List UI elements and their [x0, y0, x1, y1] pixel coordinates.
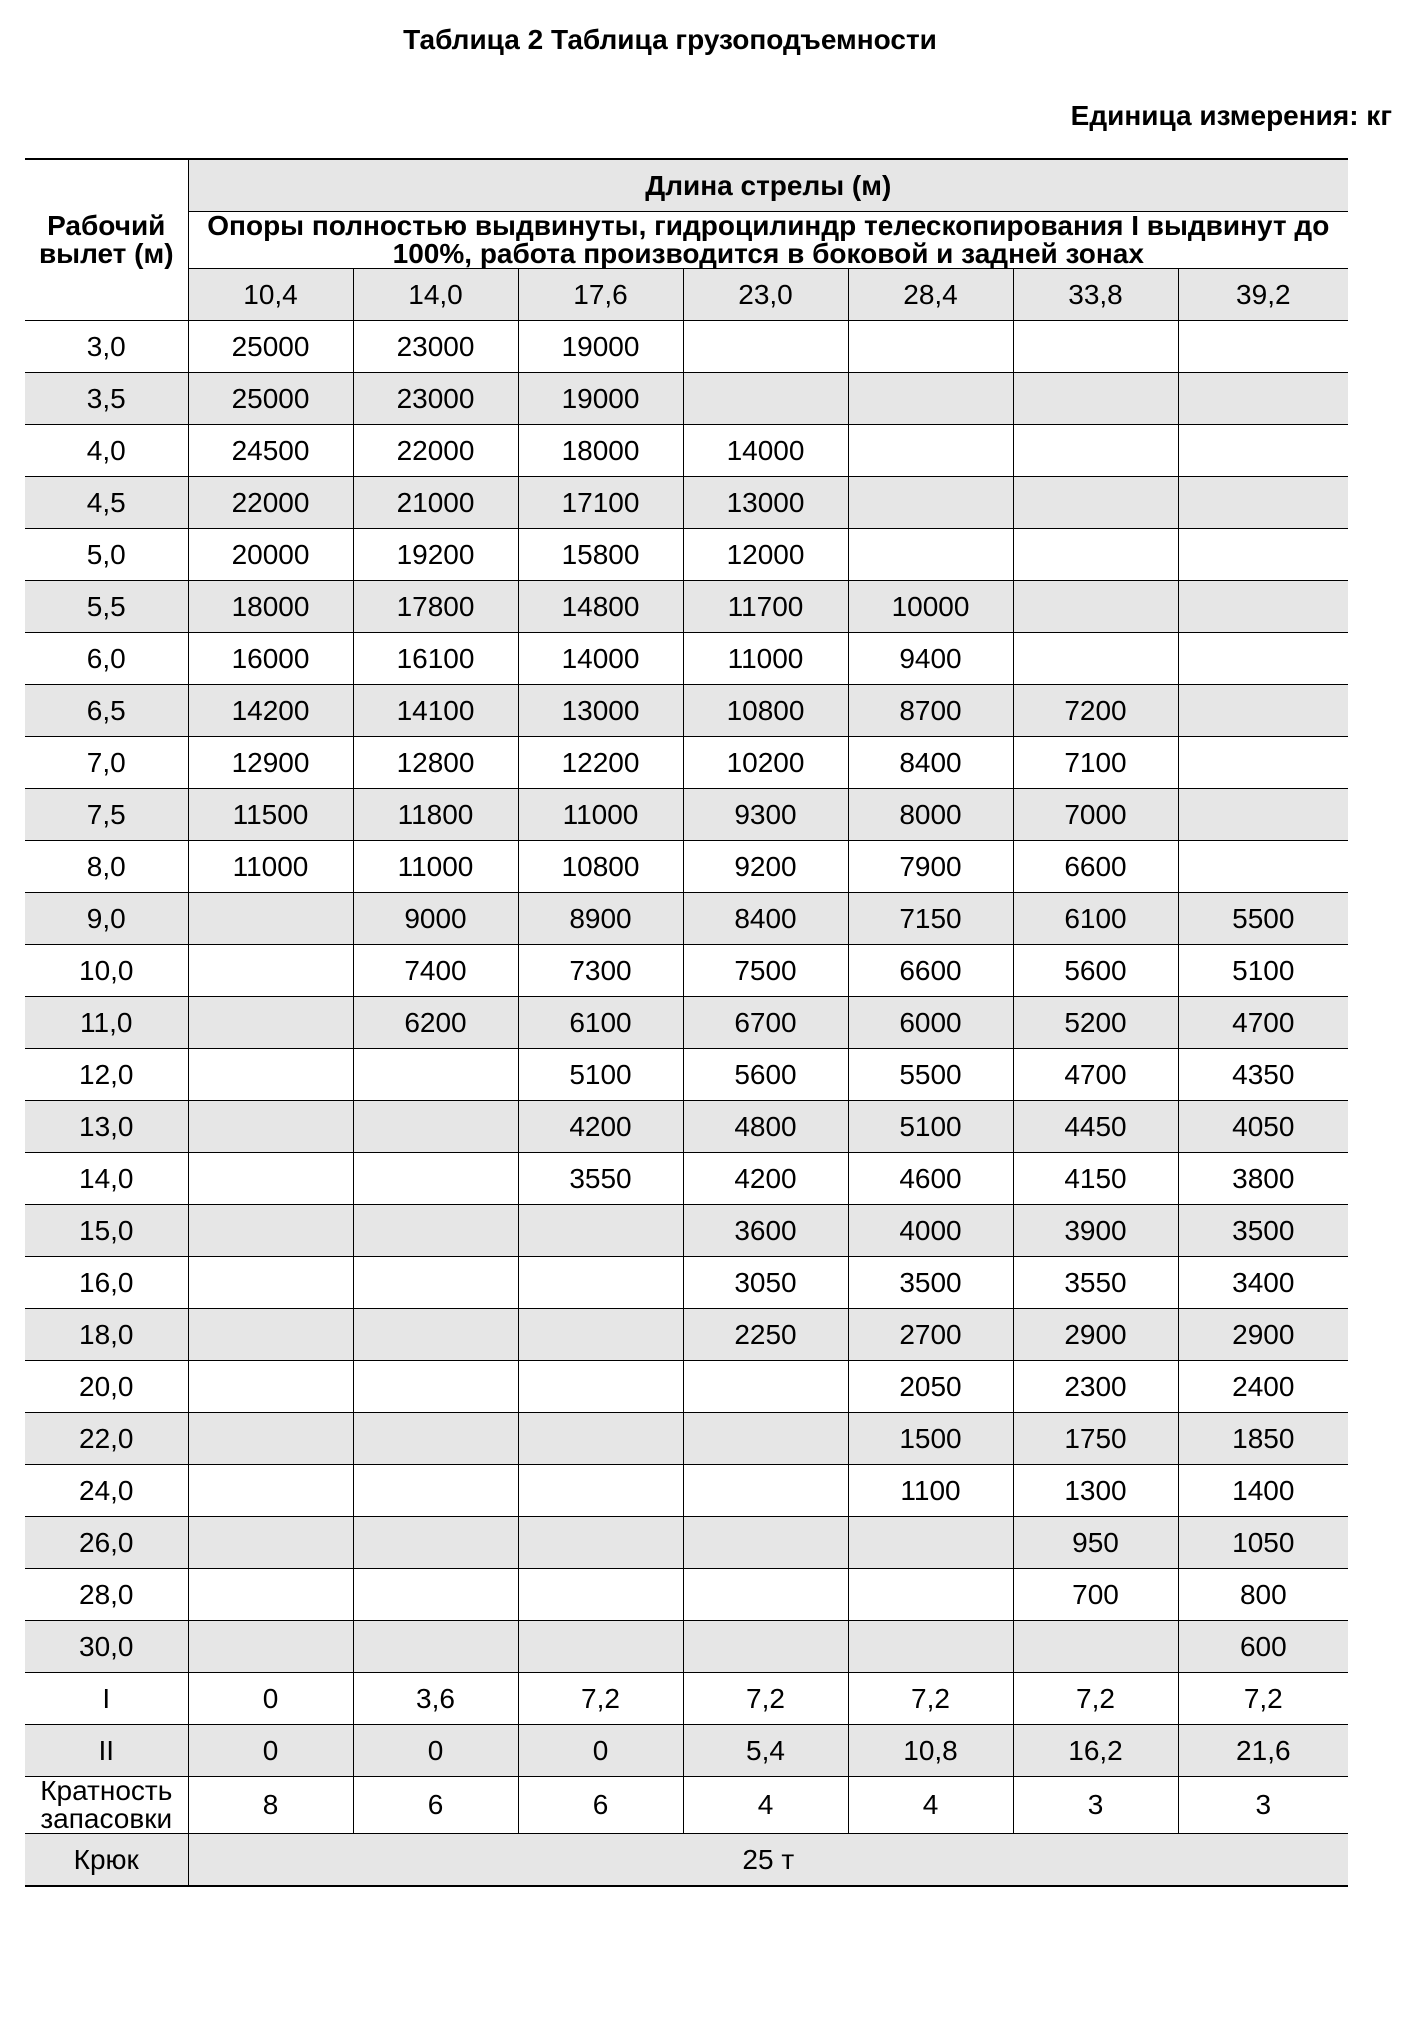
capacity-cell [848, 1517, 1013, 1569]
capacity-cell: 7,2 [848, 1673, 1013, 1725]
capacity-cell: 8000 [848, 789, 1013, 841]
capacity-cell: 7,2 [518, 1673, 683, 1725]
capacity-cell [188, 1413, 353, 1465]
capacity-cell [848, 529, 1013, 581]
capacity-cell: 1100 [848, 1465, 1013, 1517]
capacity-cell [1013, 425, 1178, 477]
capacity-cell: 11000 [188, 841, 353, 893]
capacity-cell [1178, 477, 1348, 529]
table-row [25, 1413, 1348, 1465]
capacity-cell: 3550 [518, 1153, 683, 1205]
boom-length-cell: 10,4 [188, 269, 353, 321]
capacity-cell [1178, 373, 1348, 425]
capacity-cell [1013, 633, 1178, 685]
capacity-cell: 16100 [353, 633, 518, 685]
capacity-cell [1178, 685, 1348, 737]
capacity-cell: 2900 [1013, 1309, 1178, 1361]
capacity-cell [353, 1257, 518, 1309]
capacity-cell: 19000 [518, 373, 683, 425]
capacity-cell [848, 1569, 1013, 1621]
capacity-cell: 14000 [683, 425, 848, 477]
capacity-cell: 15800 [518, 529, 683, 581]
capacity-cell [353, 1517, 518, 1569]
load-capacity-table [25, 158, 1348, 1887]
table-row [25, 1101, 1348, 1153]
boom-lengths-row [25, 269, 1348, 321]
reach-cell: 16,0 [25, 1257, 188, 1309]
capacity-cell: 4800 [683, 1101, 848, 1153]
capacity-cell: 18000 [188, 581, 353, 633]
table-row [25, 1361, 1348, 1413]
hook-value: 25 т [188, 1834, 1348, 1887]
capacity-cell [353, 1101, 518, 1153]
capacity-cell: 17100 [518, 477, 683, 529]
capacity-cell [353, 1621, 518, 1673]
capacity-cell: 4150 [1013, 1153, 1178, 1205]
table-row [25, 997, 1348, 1049]
capacity-cell: 4000 [848, 1205, 1013, 1257]
capacity-cell: 5500 [848, 1049, 1013, 1101]
capacity-cell [848, 321, 1013, 373]
capacity-cell: 11000 [518, 789, 683, 841]
reach-cell: 14,0 [25, 1153, 188, 1205]
capacity-cell [518, 1517, 683, 1569]
table-row [25, 945, 1348, 997]
capacity-cell: 0 [353, 1725, 518, 1777]
capacity-cell: 6600 [848, 945, 1013, 997]
capacity-cell [188, 1465, 353, 1517]
reach-cell: 10,0 [25, 945, 188, 997]
reach-cell: 7,0 [25, 737, 188, 789]
capacity-cell: 10000 [848, 581, 1013, 633]
capacity-cell: 13000 [683, 477, 848, 529]
capacity-cell: 1050 [1178, 1517, 1348, 1569]
table-row [25, 1205, 1348, 1257]
reach-cell: 13,0 [25, 1101, 188, 1153]
hook-label: Крюк [25, 1834, 188, 1887]
capacity-cell: 19000 [518, 321, 683, 373]
capacity-cell: 6600 [1013, 841, 1178, 893]
capacity-cell: 11000 [353, 841, 518, 893]
capacity-cell [353, 1309, 518, 1361]
capacity-cell [1178, 321, 1348, 373]
capacity-cell: 13000 [518, 685, 683, 737]
table-row [25, 1309, 1348, 1361]
capacity-cell: 11000 [683, 633, 848, 685]
capacity-cell: 9200 [683, 841, 848, 893]
reeving-cell: 6 [518, 1777, 683, 1834]
reach-cell: 30,0 [25, 1621, 188, 1673]
capacity-cell [188, 1569, 353, 1621]
capacity-cell: 7900 [848, 841, 1013, 893]
capacity-cell: 19200 [353, 529, 518, 581]
capacity-cell [518, 1621, 683, 1673]
capacity-cell [1178, 425, 1348, 477]
capacity-cell [518, 1205, 683, 1257]
capacity-cell [188, 1621, 353, 1673]
capacity-cell [1013, 581, 1178, 633]
table-row [25, 1725, 1348, 1777]
capacity-cell [1013, 477, 1178, 529]
capacity-cell: 3500 [1178, 1205, 1348, 1257]
capacity-cell: 6700 [683, 997, 848, 1049]
table-row [25, 1049, 1348, 1101]
table-row [25, 633, 1348, 685]
capacity-cell: 10800 [683, 685, 848, 737]
capacity-cell: 10,8 [848, 1725, 1013, 1777]
reach-cell: 5,5 [25, 581, 188, 633]
capacity-cell: 7,2 [1178, 1673, 1348, 1725]
capacity-cell: 4350 [1178, 1049, 1348, 1101]
capacity-cell [1178, 529, 1348, 581]
boom-length-cell: 17,6 [518, 269, 683, 321]
reeving-cell: 3 [1178, 1777, 1348, 1834]
capacity-cell [683, 1621, 848, 1673]
capacity-cell: 10200 [683, 737, 848, 789]
capacity-cell: 0 [188, 1673, 353, 1725]
capacity-cell: 9000 [353, 893, 518, 945]
capacity-cell: 1850 [1178, 1413, 1348, 1465]
capacity-cell [188, 945, 353, 997]
reach-cell: 5,0 [25, 529, 188, 581]
capacity-cell: 1400 [1178, 1465, 1348, 1517]
capacity-cell: 3800 [1178, 1153, 1348, 1205]
hook-row [25, 1834, 1348, 1887]
capacity-cell: 5100 [518, 1049, 683, 1101]
capacity-cell: 800 [1178, 1569, 1348, 1621]
operating-condition: Опоры полностью выдвинуты, гидроцилиндр телескопирования I выдвинут до 100%, работа производится в боковой и задней зонах [188, 212, 1348, 269]
capacity-cell: 6100 [518, 997, 683, 1049]
capacity-cell: 8400 [848, 737, 1013, 789]
reach-cell: 6,5 [25, 685, 188, 737]
capacity-cell: 25000 [188, 373, 353, 425]
capacity-cell: 6100 [1013, 893, 1178, 945]
capacity-cell: 5600 [1013, 945, 1178, 997]
reeving-cell: 8 [188, 1777, 353, 1834]
capacity-cell [188, 1205, 353, 1257]
table-row [25, 1257, 1348, 1309]
capacity-cell: 4050 [1178, 1101, 1348, 1153]
capacity-cell [518, 1465, 683, 1517]
capacity-cell: 7100 [1013, 737, 1178, 789]
table-title: Таблица 2 Таблица грузоподъемности [403, 24, 937, 55]
capacity-cell: 11700 [683, 581, 848, 633]
capacity-cell [188, 1153, 353, 1205]
reeving-cell: 6 [353, 1777, 518, 1834]
capacity-cell [1178, 581, 1348, 633]
capacity-cell: 2700 [848, 1309, 1013, 1361]
reach-header: Рабочий вылет (м) [25, 159, 188, 321]
reeving-row [25, 1777, 1348, 1834]
table-row [25, 841, 1348, 893]
capacity-cell [1013, 529, 1178, 581]
capacity-cell: 10800 [518, 841, 683, 893]
capacity-cell [848, 373, 1013, 425]
capacity-cell: 11800 [353, 789, 518, 841]
table-row [25, 1569, 1348, 1621]
capacity-cell [188, 1309, 353, 1361]
capacity-cell [683, 373, 848, 425]
reach-cell: 15,0 [25, 1205, 188, 1257]
capacity-cell: 14000 [518, 633, 683, 685]
capacity-cell [518, 1309, 683, 1361]
boom-length-cell: 39,2 [1178, 269, 1348, 321]
reach-cell: 4,5 [25, 477, 188, 529]
capacity-cell: 7000 [1013, 789, 1178, 841]
reach-cell: 6,0 [25, 633, 188, 685]
boom-length-cell: 33,8 [1013, 269, 1178, 321]
capacity-cell: 11500 [188, 789, 353, 841]
capacity-cell [1178, 737, 1348, 789]
table-row [25, 737, 1348, 789]
capacity-cell: 14100 [353, 685, 518, 737]
capacity-cell: 12900 [188, 737, 353, 789]
capacity-cell: 12000 [683, 529, 848, 581]
reach-cell: II [25, 1725, 188, 1777]
capacity-cell [188, 1049, 353, 1101]
capacity-cell [518, 1569, 683, 1621]
capacity-cell: 5,4 [683, 1725, 848, 1777]
capacity-cell [353, 1569, 518, 1621]
capacity-cell: 600 [1178, 1621, 1348, 1673]
capacity-cell: 1750 [1013, 1413, 1178, 1465]
capacity-cell [188, 997, 353, 1049]
capacity-cell: 8700 [848, 685, 1013, 737]
capacity-cell: 3550 [1013, 1257, 1178, 1309]
capacity-cell: 3500 [848, 1257, 1013, 1309]
boom-length-cell: 23,0 [683, 269, 848, 321]
capacity-cell [683, 321, 848, 373]
capacity-cell: 4600 [848, 1153, 1013, 1205]
reach-cell: 11,0 [25, 997, 188, 1049]
capacity-cell [683, 1517, 848, 1569]
reach-cell: 7,5 [25, 789, 188, 841]
reach-cell: 9,0 [25, 893, 188, 945]
capacity-cell: 12800 [353, 737, 518, 789]
capacity-cell [353, 1049, 518, 1101]
capacity-cell [353, 1413, 518, 1465]
capacity-cell [683, 1413, 848, 1465]
table-row [25, 529, 1348, 581]
capacity-cell: 22000 [188, 477, 353, 529]
reach-cell: 22,0 [25, 1413, 188, 1465]
boom-length-header: Длина стрелы (м) [188, 159, 1348, 212]
reeving-label: Кратность запасовки [25, 1777, 188, 1834]
capacity-cell [1013, 1621, 1178, 1673]
capacity-cell [188, 1517, 353, 1569]
capacity-cell: 24500 [188, 425, 353, 477]
capacity-cell: 3,6 [353, 1673, 518, 1725]
capacity-cell: 3050 [683, 1257, 848, 1309]
capacity-cell [848, 425, 1013, 477]
unit-label: Единица измерения: кг [1070, 100, 1392, 131]
capacity-cell: 22000 [353, 425, 518, 477]
reach-cell: 26,0 [25, 1517, 188, 1569]
boom-length-cell: 14,0 [353, 269, 518, 321]
capacity-cell: 14800 [518, 581, 683, 633]
capacity-cell [353, 1205, 518, 1257]
capacity-cell: 16000 [188, 633, 353, 685]
capacity-cell: 5100 [1178, 945, 1348, 997]
capacity-cell: 5200 [1013, 997, 1178, 1049]
table-row [25, 1673, 1348, 1725]
capacity-cell [518, 1361, 683, 1413]
capacity-cell: 4700 [1013, 1049, 1178, 1101]
capacity-cell: 3900 [1013, 1205, 1178, 1257]
table-row [25, 1621, 1348, 1673]
capacity-cell: 7500 [683, 945, 848, 997]
capacity-cell: 20000 [188, 529, 353, 581]
reeving-cell: 3 [1013, 1777, 1178, 1834]
capacity-cell: 21,6 [1178, 1725, 1348, 1777]
table-row [25, 789, 1348, 841]
capacity-cell: 12200 [518, 737, 683, 789]
capacity-cell: 4200 [683, 1153, 848, 1205]
capacity-cell: 17800 [353, 581, 518, 633]
capacity-cell: 5500 [1178, 893, 1348, 945]
capacity-cell [188, 893, 353, 945]
capacity-cell: 23000 [353, 321, 518, 373]
capacity-cell: 1300 [1013, 1465, 1178, 1517]
capacity-cell: 16,2 [1013, 1725, 1178, 1777]
capacity-cell [353, 1361, 518, 1413]
capacity-cell: 2900 [1178, 1309, 1348, 1361]
capacity-cell: 8900 [518, 893, 683, 945]
capacity-cell [353, 1465, 518, 1517]
capacity-cell [1178, 789, 1348, 841]
capacity-cell: 8400 [683, 893, 848, 945]
capacity-cell [188, 1361, 353, 1413]
table-row [25, 581, 1348, 633]
reach-cell: 18,0 [25, 1309, 188, 1361]
capacity-cell: 7150 [848, 893, 1013, 945]
capacity-cell: 3600 [683, 1205, 848, 1257]
table-row [25, 373, 1348, 425]
capacity-cell [1013, 373, 1178, 425]
reach-cell: 3,0 [25, 321, 188, 373]
table-row [25, 1465, 1348, 1517]
capacity-cell: 7,2 [683, 1673, 848, 1725]
capacity-cell: 0 [188, 1725, 353, 1777]
capacity-cell: 2400 [1178, 1361, 1348, 1413]
capacity-cell: 4700 [1178, 997, 1348, 1049]
reach-cell: 8,0 [25, 841, 188, 893]
capacity-cell [1013, 321, 1178, 373]
capacity-cell [518, 1413, 683, 1465]
capacity-cell [683, 1465, 848, 1517]
reach-cell: 20,0 [25, 1361, 188, 1413]
capacity-cell: 7,2 [1013, 1673, 1178, 1725]
reach-cell: 28,0 [25, 1569, 188, 1621]
capacity-cell [1178, 841, 1348, 893]
capacity-cell: 700 [1013, 1569, 1178, 1621]
capacity-cell [188, 1257, 353, 1309]
reach-cell: 12,0 [25, 1049, 188, 1101]
capacity-cell: 23000 [353, 373, 518, 425]
reach-cell: 3,5 [25, 373, 188, 425]
capacity-cell: 7400 [353, 945, 518, 997]
capacity-cell [848, 477, 1013, 529]
capacity-cell [683, 1569, 848, 1621]
capacity-cell: 1500 [848, 1413, 1013, 1465]
capacity-cell: 950 [1013, 1517, 1178, 1569]
capacity-cell [683, 1361, 848, 1413]
capacity-cell: 6000 [848, 997, 1013, 1049]
table-row [25, 425, 1348, 477]
reach-cell: 24,0 [25, 1465, 188, 1517]
capacity-cell: 4200 [518, 1101, 683, 1153]
capacity-cell [848, 1621, 1013, 1673]
capacity-cell: 7300 [518, 945, 683, 997]
capacity-cell: 2250 [683, 1309, 848, 1361]
capacity-cell: 3400 [1178, 1257, 1348, 1309]
capacity-cell: 7200 [1013, 685, 1178, 737]
capacity-cell [188, 1101, 353, 1153]
capacity-cell: 5600 [683, 1049, 848, 1101]
capacity-cell: 9300 [683, 789, 848, 841]
capacity-cell: 14200 [188, 685, 353, 737]
reach-cell: 4,0 [25, 425, 188, 477]
capacity-cell: 9400 [848, 633, 1013, 685]
capacity-cell: 2300 [1013, 1361, 1178, 1413]
reeving-cell: 4 [683, 1777, 848, 1834]
capacity-cell [518, 1257, 683, 1309]
table-row [25, 1517, 1348, 1569]
reach-cell: I [25, 1673, 188, 1725]
capacity-cell: 21000 [353, 477, 518, 529]
table-row [25, 477, 1348, 529]
table-row [25, 893, 1348, 945]
boom-length-cell: 28,4 [848, 269, 1013, 321]
capacity-cell [353, 1153, 518, 1205]
capacity-cell: 2050 [848, 1361, 1013, 1413]
capacity-cell: 6200 [353, 997, 518, 1049]
table-row [25, 1153, 1348, 1205]
capacity-cell: 18000 [518, 425, 683, 477]
capacity-cell: 25000 [188, 321, 353, 373]
table-row [25, 321, 1348, 373]
table-row [25, 685, 1348, 737]
capacity-cell: 4450 [1013, 1101, 1178, 1153]
capacity-cell: 5100 [848, 1101, 1013, 1153]
capacity-cell: 0 [518, 1725, 683, 1777]
reeving-cell: 4 [848, 1777, 1013, 1834]
capacity-cell [1178, 633, 1348, 685]
